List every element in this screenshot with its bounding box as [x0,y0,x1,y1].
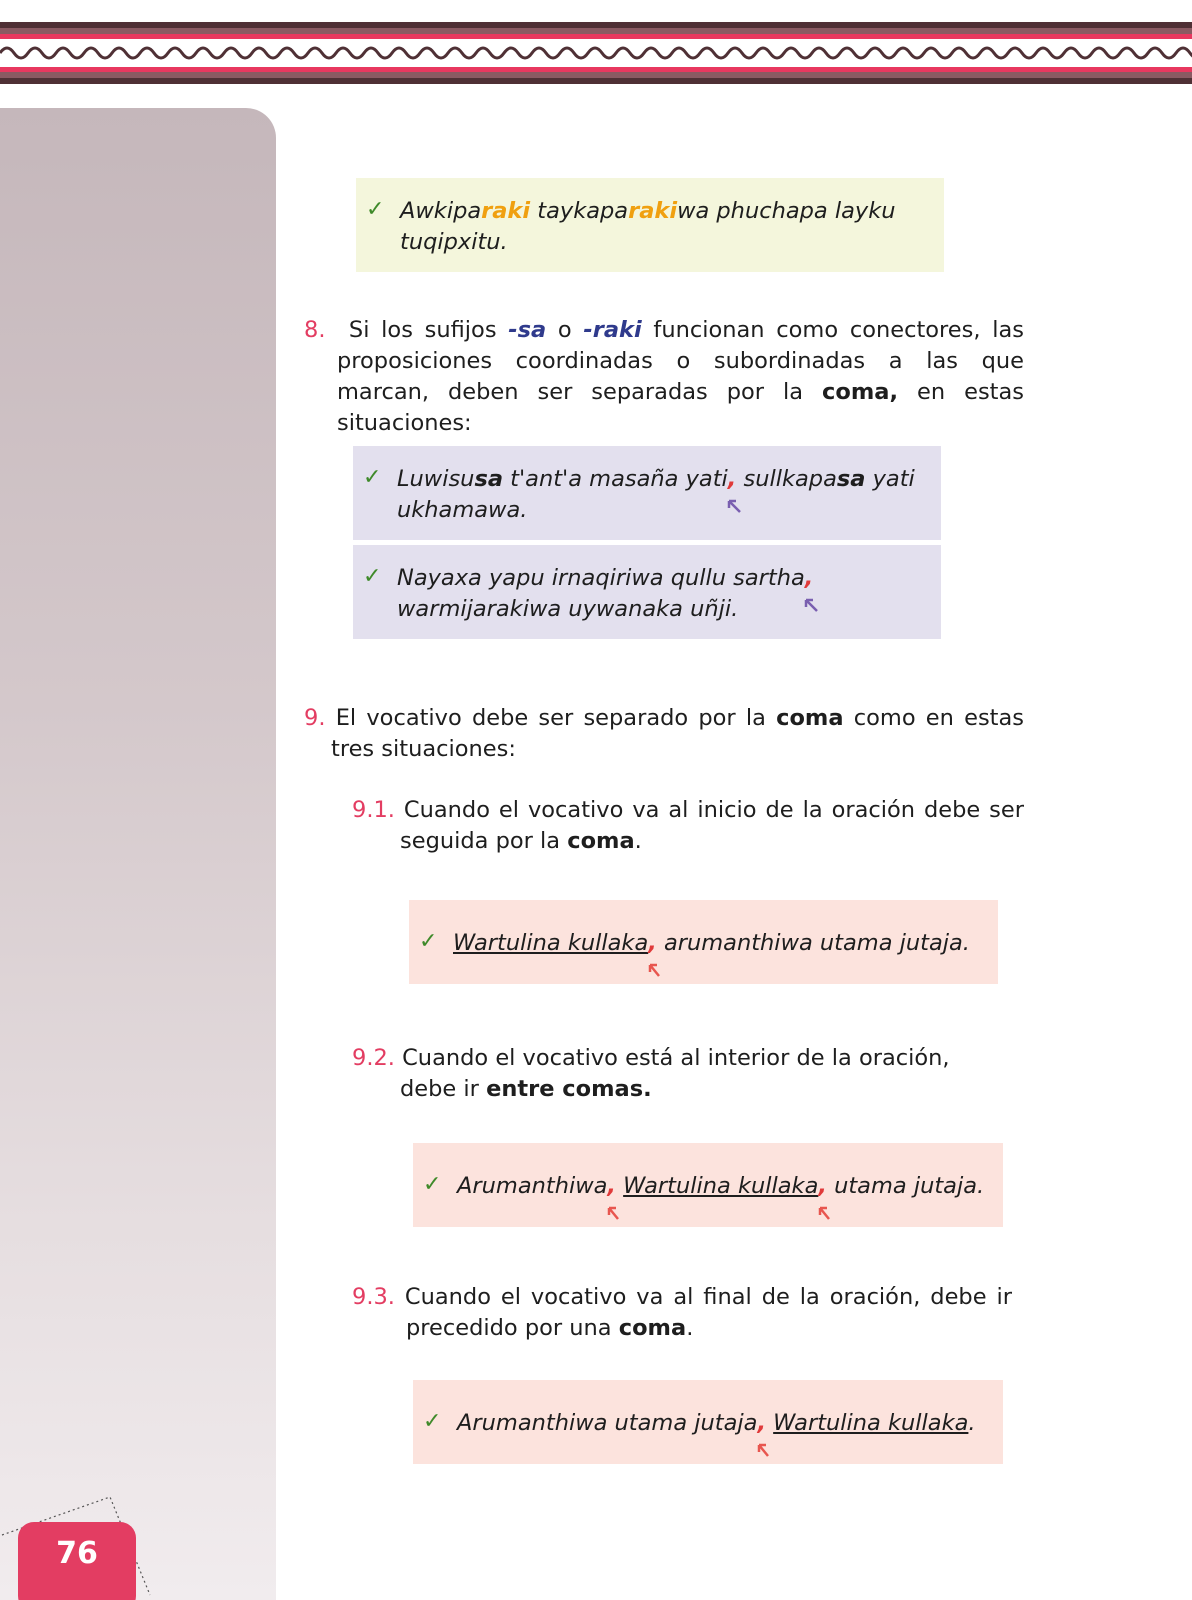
page-number-tab [18,1522,136,1600]
check-icon: ✓ [419,929,438,954]
rule-number: 9. [304,705,326,731]
rule-number: 8. [304,317,326,343]
example-box-nayaxa [353,545,941,639]
rule-number: 9.2. [352,1045,395,1071]
rule-8-paragraph: 8. Si los sufijos -sa o -raki funcionan como conectores, las proposiciones coordinadas o subordinadas a las que marcan, deben ser separadas por la coma, en estas situaciones: [304,317,1024,436]
example-sentence: Arumanthiwa, Wartulina kullaka, utama jutaja. [457,1171,984,1202]
comma-mark: , [757,1410,766,1436]
example-box-vocative-start [409,900,998,984]
comma-mark: , [727,466,737,492]
check-icon: ✓ [363,465,382,490]
page-number: 76 [56,1536,98,1571]
rule-number: 9.1. [352,797,395,823]
example-sentence: Arumanthiwa utama jutaja, Wartulina kullaka. [457,1408,976,1439]
check-icon: ✓ [366,197,385,222]
example-box-luwisusa [353,446,941,540]
example-box-vocative-end [413,1380,1003,1464]
example-box-suffix-raki [356,178,944,272]
comma-mark: , [607,1173,616,1199]
rule-number: 9.3. [352,1284,395,1310]
check-icon: ✓ [423,1409,442,1434]
example-sentence: Nayaxa yapu irnaqiriwa qullu sartha, warmijarakiwa uywanaka uñji. [397,563,917,625]
example-box-vocative-middle [413,1143,1003,1227]
left-sidebar-panel [0,108,276,1600]
example-sentence: Wartulina kullaka, arumanthiwa utama jutaja. [453,928,970,959]
example-sentence: Luwisusa t'ant'a masaña yati, sullkapasa yati ukhamawa. [397,466,915,523]
rule-9-1-paragraph: 9.1. Cuando el vocativo va al inicio de la oración debe ser seguida por la coma. [352,797,1024,854]
comma-mark: , [648,930,657,956]
rule-9-3-paragraph: 9.3. Cuando el vocativo va al final de la oración, debe ir precedido por una coma. [352,1284,1012,1341]
rule-9-2-paragraph: 9.2. Cuando el vocativo está al interior de la oración, debe ir entre comas. [352,1045,950,1102]
rule-9-paragraph: 9. El vocativo debe ser separado por la coma como en estas tres situaciones: [304,705,1025,762]
comma-mark: , [804,565,814,591]
comma-mark: , [818,1173,827,1199]
check-icon: ✓ [423,1172,442,1197]
decorative-header-band [0,22,1192,84]
check-icon: ✓ [363,564,382,589]
example-sentence: Awkiparaki taykaparakiwa phuchapa layku tuqipxitu. [400,198,896,255]
